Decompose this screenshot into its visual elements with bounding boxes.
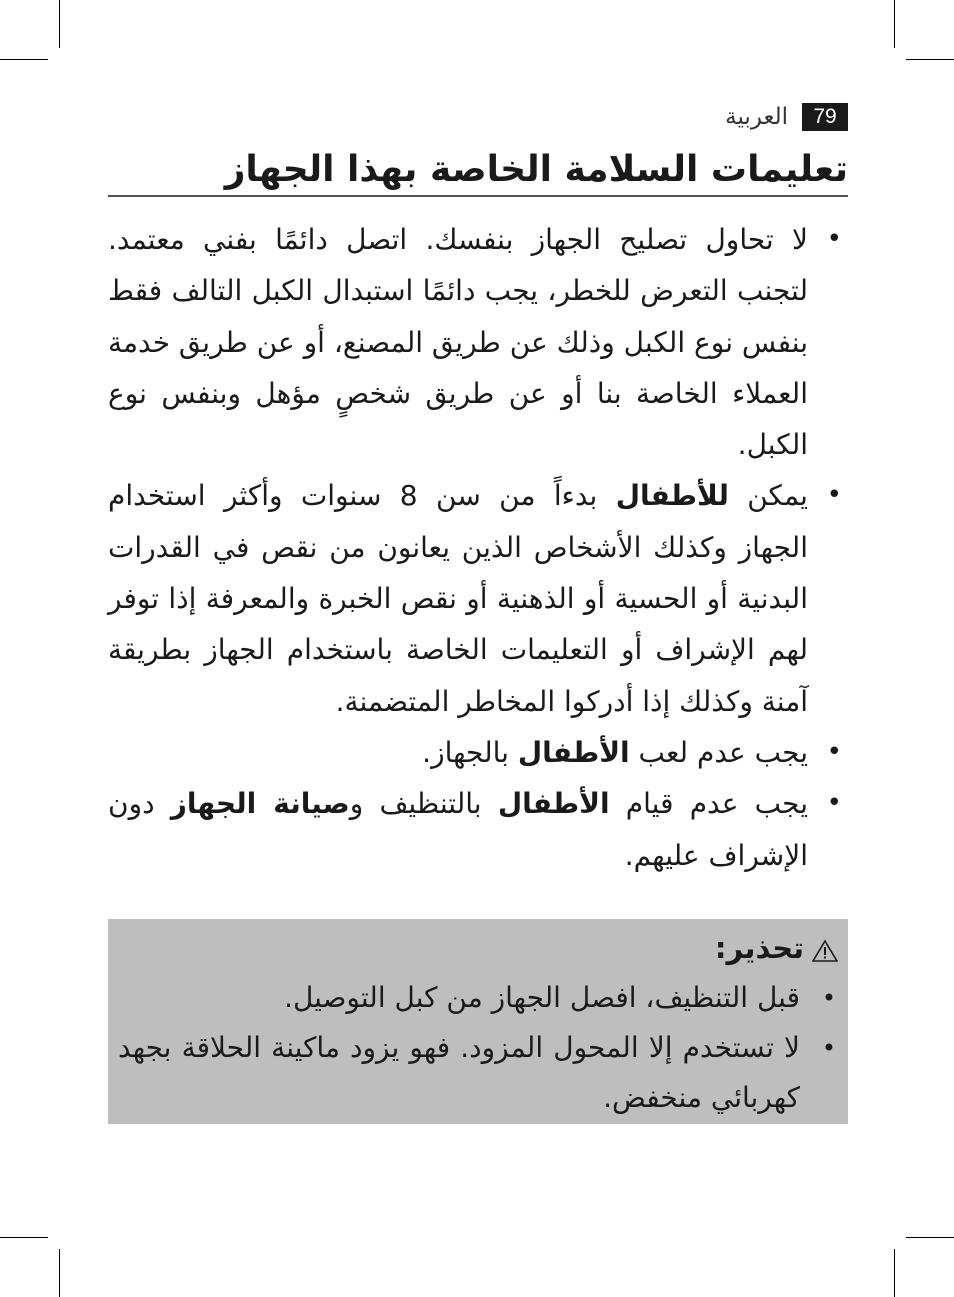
crop-mark: [0, 1237, 48, 1238]
page-header: [560, 102, 848, 132]
page-number: 79: [802, 103, 848, 131]
warning-item-text: لا تستخدم إلا المحول المزود. فهو يزود ماكينة الحلاقة بجهد كهربائي منخفض.: [118, 1031, 800, 1114]
list-item-text: بالتنظيف و: [349, 787, 498, 821]
crop-mark: [59, 1249, 60, 1297]
crop-mark: [894, 1249, 895, 1297]
crop-mark: [59, 0, 60, 48]
list-item-text: بالجهاز.: [422, 735, 518, 769]
list-item: [118, 1023, 838, 1123]
list-item: [108, 470, 848, 726]
warning-heading: [118, 923, 838, 973]
list-item: [108, 778, 848, 881]
list-item-text: يجب عدم قيام: [609, 787, 809, 821]
list-item-text: لا تحاول تصليح الجهاز بنفسك. اتصل دائمًا بفني معتمد. لتجنب التعرض للخطر، يجب دائمًا استبدال الكبل التالف فقط بنفس نوع الكبل وذلك عن طريق المصنع، أو عن طريق خدمة العملاء الخاصة بنا أو عن طريق شخصٍ مؤهل وبنفس نوع الكبل.: [108, 223, 808, 462]
crop-mark: [894, 0, 895, 48]
warning-item-text: قبل التنظيف، افصل الجهاز من كبل التوصيل.: [284, 981, 800, 1014]
title-divider: [108, 195, 848, 197]
list-item-text: دون الإشراف عليهم.: [108, 787, 808, 872]
list-item-emphasis: للأطفال: [615, 479, 729, 513]
list-item-emphasis: الأطفال: [497, 787, 610, 821]
warning-title: تحذير:: [714, 931, 804, 965]
list-item: [118, 973, 838, 1023]
crop-mark: [906, 59, 954, 60]
list-item-text: يمكن: [728, 479, 808, 513]
warning-box: [108, 919, 848, 1124]
language-label: العربية: [725, 104, 788, 130]
page-title: تعليمات السلامة الخاصة بهذا الجهاز: [224, 149, 848, 190]
warning-triangle-icon: [812, 936, 838, 960]
list-item-text: بدءاً من سن 8 سنوات وأكثر استخدام الجهاز وكذلك الأشخاص الذين يعانون من نقص في القدرات البدنية أو الحسية أو الذهنية أو نقص الخبرة والمعرفة إذا توفر لهم الإشراف أو التعليمات الخاصة باستخدام الجهاز بطريقة آمنة وكذلك إذا أدركوا المخاطر المتضمنة.: [108, 479, 808, 718]
warning-list: [118, 973, 838, 1123]
list-item: [108, 214, 848, 470]
crop-mark: [0, 59, 48, 60]
list-item-text: يجب عدم لعب: [629, 735, 808, 769]
safety-list: [108, 214, 848, 881]
list-item: [108, 727, 848, 778]
list-item-emphasis: صيانة الجهاز: [170, 787, 350, 821]
crop-mark: [906, 1237, 954, 1238]
list-item-emphasis: الأطفال: [517, 735, 630, 769]
